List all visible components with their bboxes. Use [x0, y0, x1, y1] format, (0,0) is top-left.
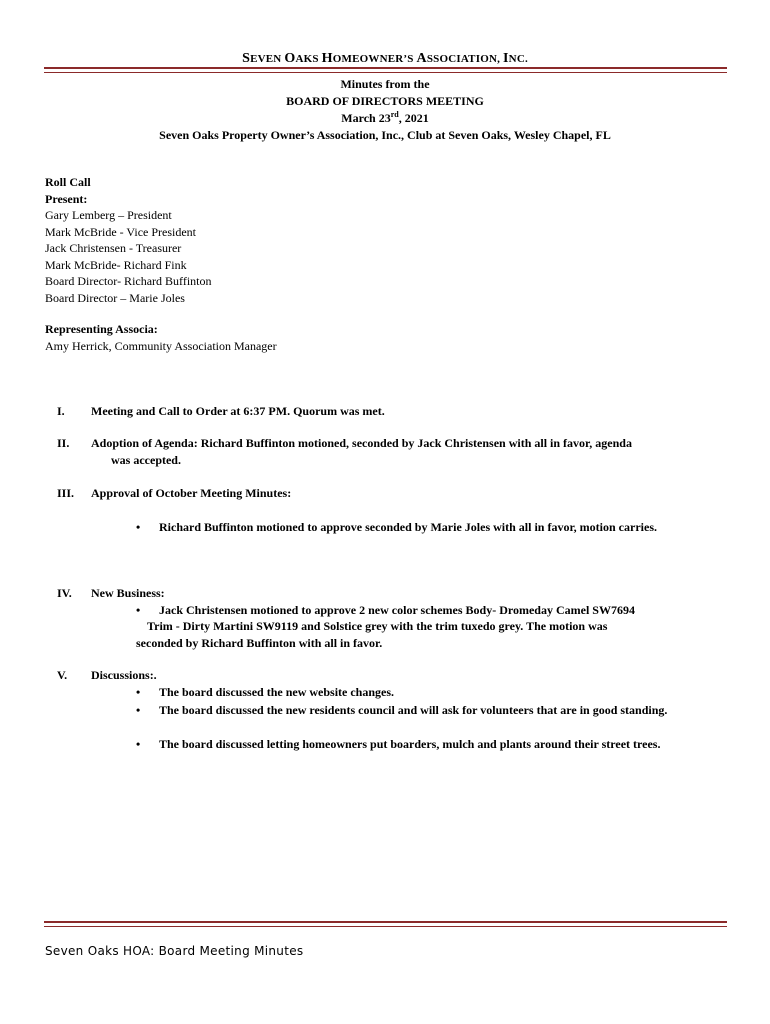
item-text: Meeting and Call to Order at 6:37 PM. Quorum was met.	[91, 404, 385, 418]
member-line: Gary Lemberg – President	[45, 208, 172, 222]
member-line: Board Director- Richard Buffinton	[45, 274, 212, 288]
bullet-text-line-3: seconded by Richard Buffinton with all in favor.	[136, 636, 383, 650]
bullet-icon: •	[136, 685, 141, 699]
page-footer: Seven Oaks HOA: Board Meeting Minutes	[45, 944, 304, 958]
member-line: Jack Christensen - Treasurer	[45, 241, 182, 255]
bullet-icon: •	[136, 703, 141, 717]
roll-call-section	[45, 174, 212, 306]
bullet-icon: •	[136, 520, 141, 534]
header-line-1: Minutes from the	[340, 77, 430, 91]
header-location: Seven Oaks Property Owner’s Association, Inc., Club at Seven Oaks, Wesley Chapel, FL	[159, 128, 611, 142]
representing-section	[45, 321, 277, 354]
header-rule	[44, 67, 727, 73]
bullet-icon: •	[136, 603, 141, 617]
bullet-text: Richard Buffinton motioned to approve seconded by Marie Joles with all in favor, motion carries.	[159, 520, 657, 534]
bullet-text: The board discussed the new residents council and will ask for volunteers that are in good standing.	[159, 703, 668, 717]
item-number: IV.	[57, 586, 72, 600]
meeting-header	[0, 76, 770, 144]
header-date: March 23rd, 2021	[341, 110, 429, 125]
header-line-2: BOARD OF DIRECTORS MEETING	[286, 94, 484, 108]
member-line: Board Director – Marie Joles	[45, 290, 185, 305]
item-number: II.	[57, 436, 70, 450]
item-number: III.	[57, 486, 75, 500]
item-number: I.	[57, 404, 65, 418]
present-label: Present:	[45, 191, 88, 206]
representing-label: Representing Associa:	[45, 322, 158, 336]
roll-call-heading: Roll Call	[45, 175, 91, 189]
member-line: Mark McBride - Vice President	[45, 224, 197, 239]
bullet-text: The board discussed the new website changes.	[159, 685, 395, 699]
document-title: SEVEN OAKS HOMEOWNER’S ASSOCIATION, INC.	[242, 51, 528, 66]
item-text-continuation: was accepted.	[111, 452, 181, 467]
footer-rule	[44, 921, 727, 927]
item-text: Approval of October Meeting Minutes:	[91, 486, 292, 500]
item-text: New Business:	[91, 586, 165, 600]
representing-name: Amy Herrick, Community Association Manager	[45, 338, 277, 353]
bullet-text-line-2: Trim - Dirty Martini SW9119 and Solstice grey with the trim tuxedo grey. The motion was	[147, 619, 608, 633]
bullet-icon: •	[136, 737, 141, 751]
member-line: Mark McBride- Richard Fink	[45, 257, 187, 272]
bullet-text: The board discussed letting homeowners put boarders, mulch and plants around their street trees.	[159, 737, 661, 751]
item-text: Discussions:.	[91, 668, 157, 682]
bullet-text-line-1: Jack Christensen motioned to approve 2 new color schemes Body- Dromeday Camel SW7694	[159, 603, 635, 617]
item-number: V.	[57, 668, 68, 682]
item-text: Adoption of Agenda: Richard Buffinton motioned, seconded by Jack Christensen with all in favor, agenda	[91, 436, 632, 450]
